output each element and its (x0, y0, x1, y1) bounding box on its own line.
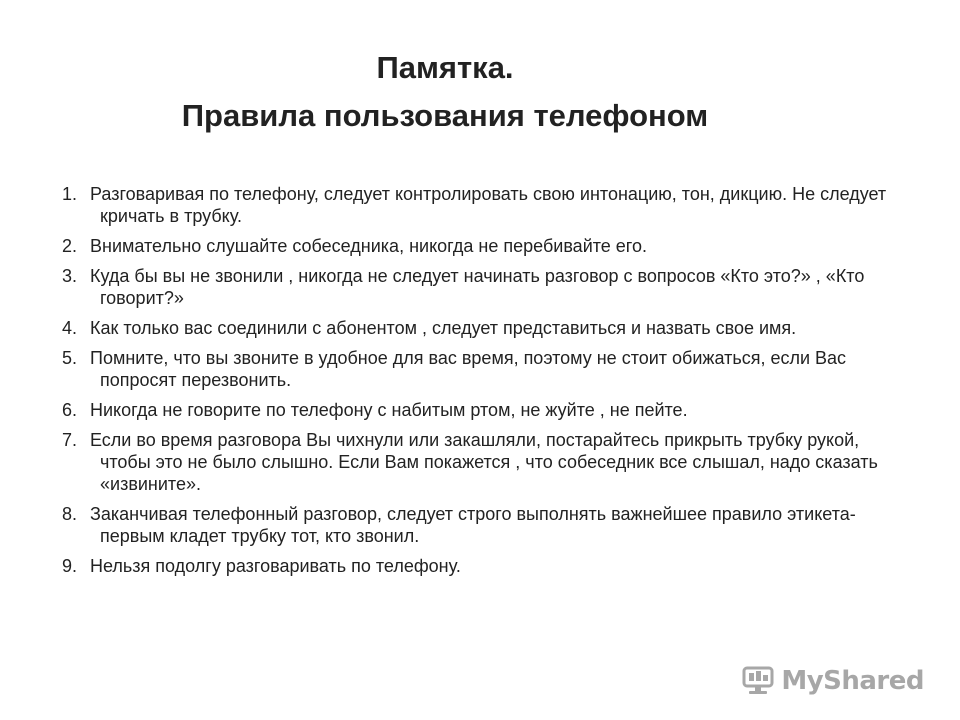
rule-number: 6. (62, 400, 78, 420)
rules-list (62, 183, 912, 585)
rule-item (62, 183, 912, 227)
rule-number: 9. (62, 556, 78, 576)
rule-number: 8. (62, 504, 78, 524)
rule-item (62, 429, 912, 495)
rule-number: 5. (62, 348, 78, 368)
rule-text: Заканчивая телефонный разговор, следует строго выполнять важнейшее правило этикета- первым кладет трубку тот, кто звонил. (90, 504, 856, 546)
watermark (741, 666, 924, 696)
rule-item (62, 347, 912, 391)
watermark-text: MyShared (781, 666, 924, 696)
rule-text: Как только вас соединили с абонентом , следует представиться и назвать свое имя. (90, 318, 797, 338)
rule-item (62, 503, 912, 547)
title-line-memo: Памятка. (376, 50, 514, 85)
rule-item (62, 235, 912, 257)
rule-text: Куда бы вы не звонили , никогда не следует начинать разговор с вопросов «Кто это?» , «Кто говорит?» (90, 266, 865, 308)
rule-text: Помните, что вы звоните в удобное для вас время, поэтому не стоит обижаться, если Вас попросят перезвонить. (90, 348, 847, 390)
rule-item (62, 265, 912, 309)
rule-item (62, 555, 912, 577)
page-title (0, 44, 960, 140)
rule-number: 2. (62, 236, 78, 256)
mysh-logo-icon (741, 666, 775, 696)
rule-number: 4. (62, 318, 78, 338)
rule-text: Внимательно слушайте собеседника, никогда не перебивайте его. (90, 236, 647, 256)
rule-number: 1. (62, 184, 78, 204)
rule-text: Никогда не говорите по телефону с набитым ртом, не жуйте , не пейте. (90, 400, 688, 420)
title-line-rules: Правила пользования телефоном (181, 98, 709, 133)
rule-number: 7. (62, 430, 78, 450)
rule-text: Разговаривая по телефону, следует контролировать свою интонацию, тон, дикцию. Не следует кричать в трубку. (90, 184, 887, 226)
rule-item (62, 399, 912, 421)
rule-number: 3. (62, 266, 78, 286)
rule-text: Если во время разговора Вы чихнули или закашляли, постарайтесь прикрыть трубку рукой, чтобы это не было слышно. Если Вам покажется , что собеседник все слышал, надо сказать «извините». (90, 430, 878, 494)
rule-item (62, 317, 912, 339)
rule-text: Нельзя подолгу разговаривать по телефону. (90, 556, 461, 576)
